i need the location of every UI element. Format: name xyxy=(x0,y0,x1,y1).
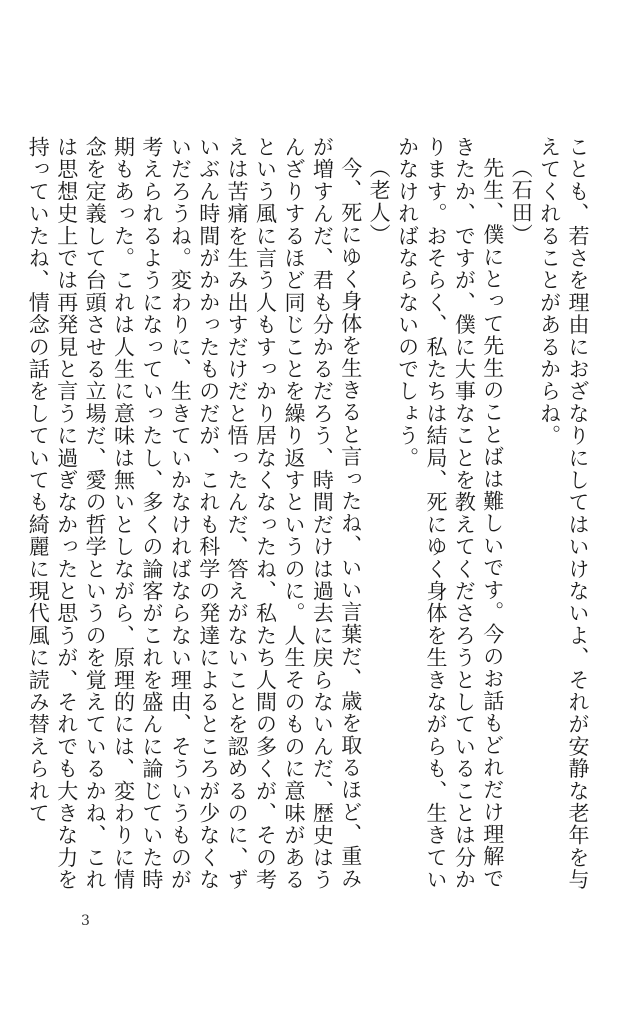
vertical-text-body xyxy=(26,136,592,896)
speaker-label-roujin: （老人） xyxy=(367,157,392,246)
paragraph-continuation: ことも、若さを理由におざなりにしてはいけないよ、それが安静な老年を与えてくれることがあるからね。 xyxy=(537,136,590,891)
speaker-label-ishida: （石田） xyxy=(509,157,534,246)
paragraph-roujin-speech: 今、死にゆく身体を生きると言ったね、いい言葉だ、歳を取るほど、重みが増すんだ、君も分かるだろう、時間だけは過去に戻らないんだ、歴史はうんざりするほど同じことを繰り返すというのに。人生そのものに意味があるという風に言う人もすっかり居なくなったね、私たち人間の多くが、その考えは苦痛を生み出すだけだと悟ったんだ、答えがないことを認めるのに、ずいぶん時間がかかったものだが、これも科学の発達によるところが少なくないだろうね。変わりに、生きていかなければならない理由、そういうものが考えられるようになっていったし、多くの論客がこれを盛んに論じていた時期もあった。これは人生に意味は無いとしながら、原理的には、変わりに情念を定義して台頭させる立場だ、愛の哲学というのを覚えているかね、これは思想史上では再発見と言うに過ぎなかったと思うが、それでも大きな力を持っていたね、情念の話をしていても綺麗に現代風に読み替えられて xyxy=(26,136,363,891)
page-number: 3 xyxy=(81,913,90,929)
paragraph-ishida-speech: 先生、僕にとって先生のことばは難しいです。今のお話もどれだけ理解できたか、ですが、僕に大事なことを教えてくださろうとしていることは分かります。おそらく、私たちは結局、死にゆく身体を生きながらも、生きていかなければならないのでしょう。 xyxy=(395,136,505,891)
